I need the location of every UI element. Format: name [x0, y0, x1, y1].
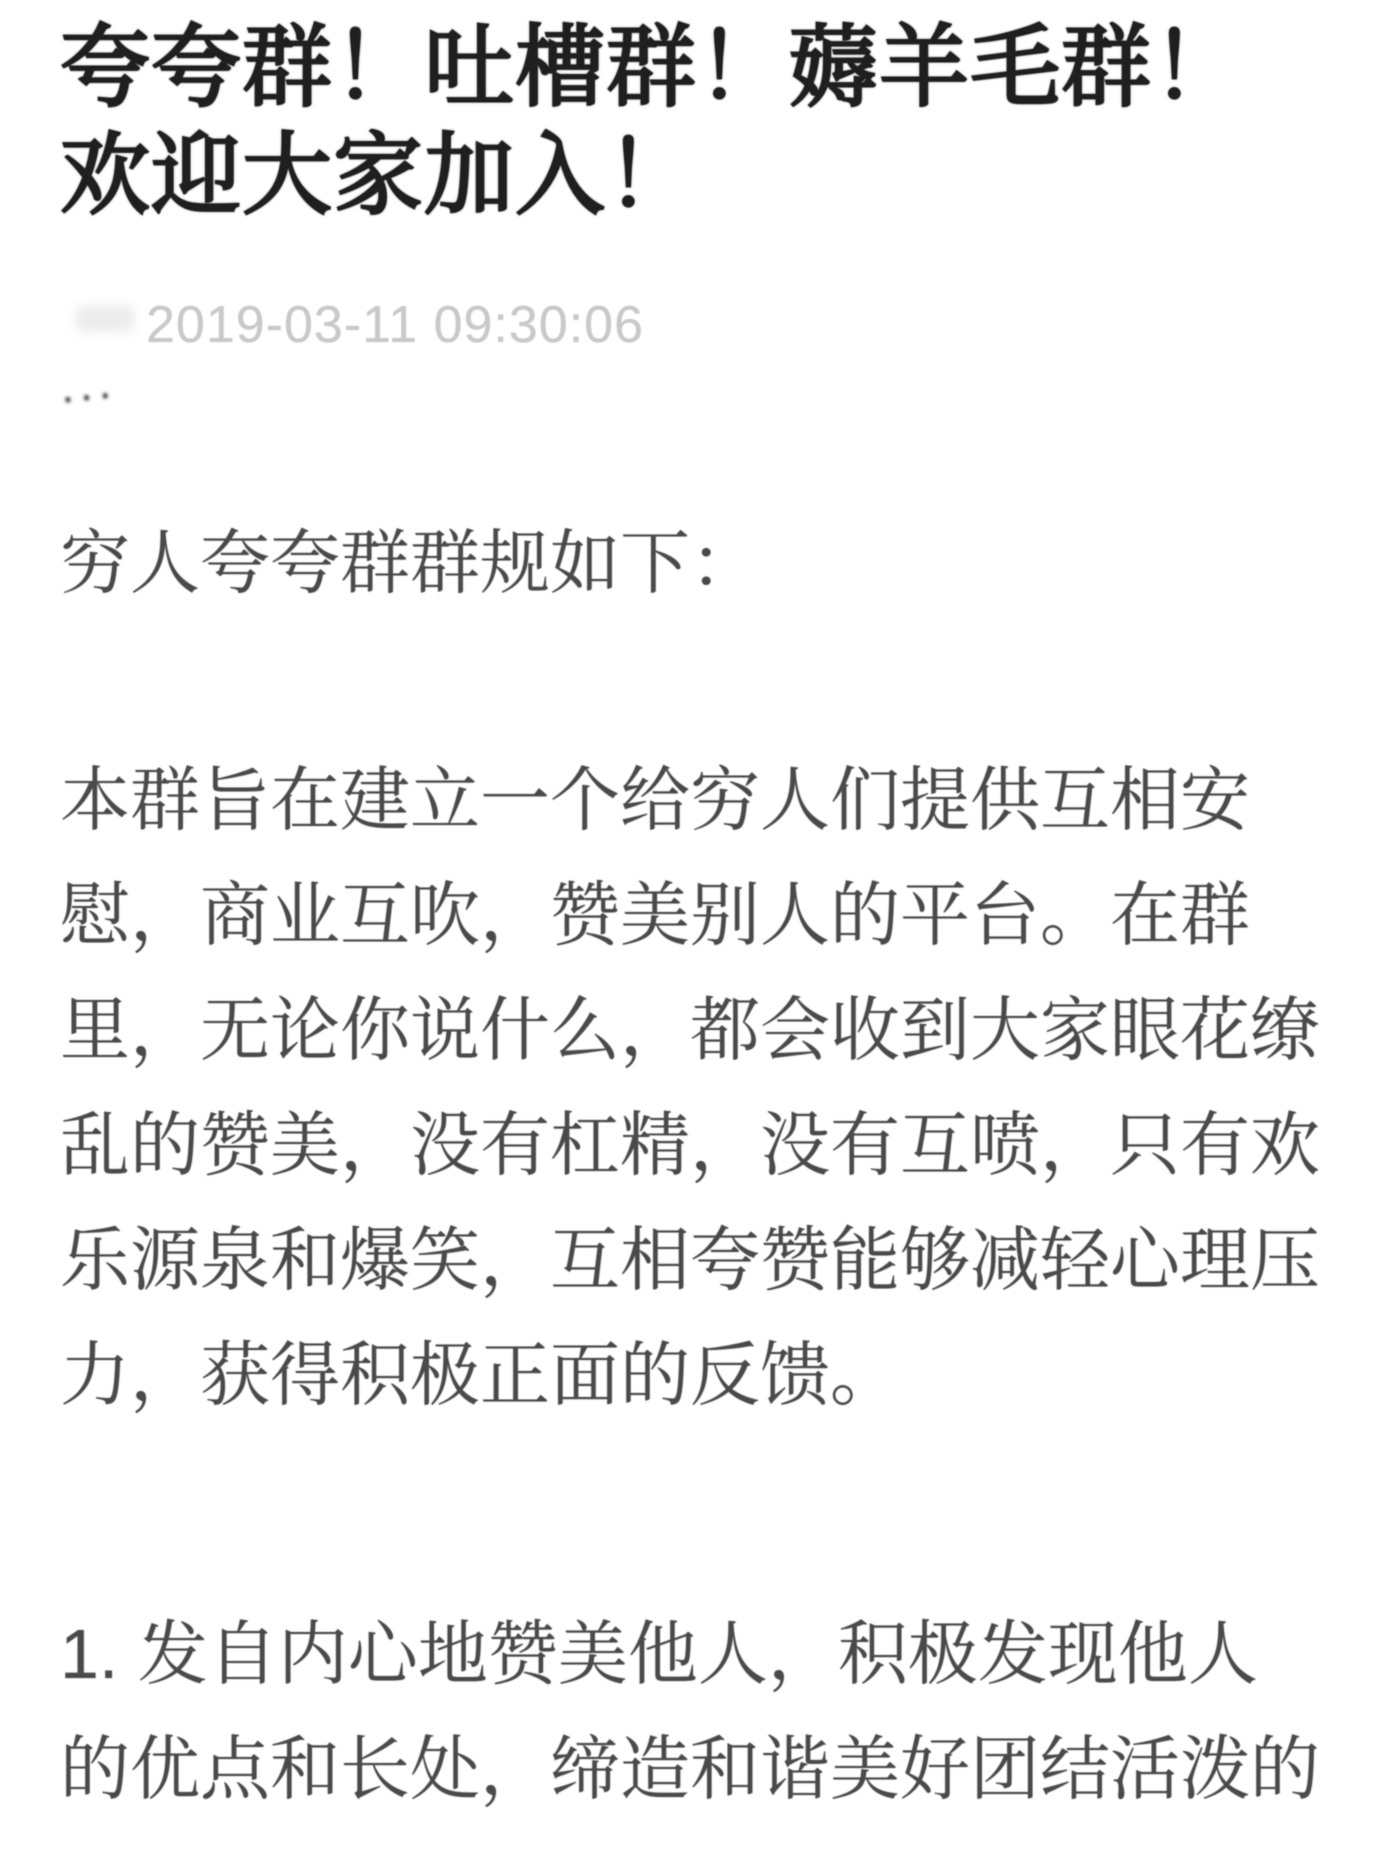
post-meta — [57, 296, 1340, 413]
rule-1-paragraph: 1. 发自内心地赞美他人，积极发现他人 的优点和长处，缔造和谐美好团结活泼的 — [60, 1615, 1320, 1808]
author-masked[interactable] — [57, 296, 146, 413]
post-title: 夸夸群！吐槽群！薅羊毛群！ 欢迎大家加入！ — [60, 18, 1243, 226]
rules-heading: 穷人夸夸群群规如下： — [60, 524, 760, 602]
post-timestamp: 2019-03-11 09:30:06 — [146, 296, 644, 354]
author-mask-dots: ... — [57, 355, 119, 413]
group-purpose-paragraph: 本群旨在建立一个给穷人们提供互相安 慰，商业互吹，赞美别人的平台。在群 里，无论你说什么，都会收到大家眼花缭 乱的赞美，没有杠精，没有互喷，只有欢 乐源泉和爆笑，互相夸赞能够减轻心理压 力，获得积极正面的反馈。 — [60, 761, 1320, 1414]
